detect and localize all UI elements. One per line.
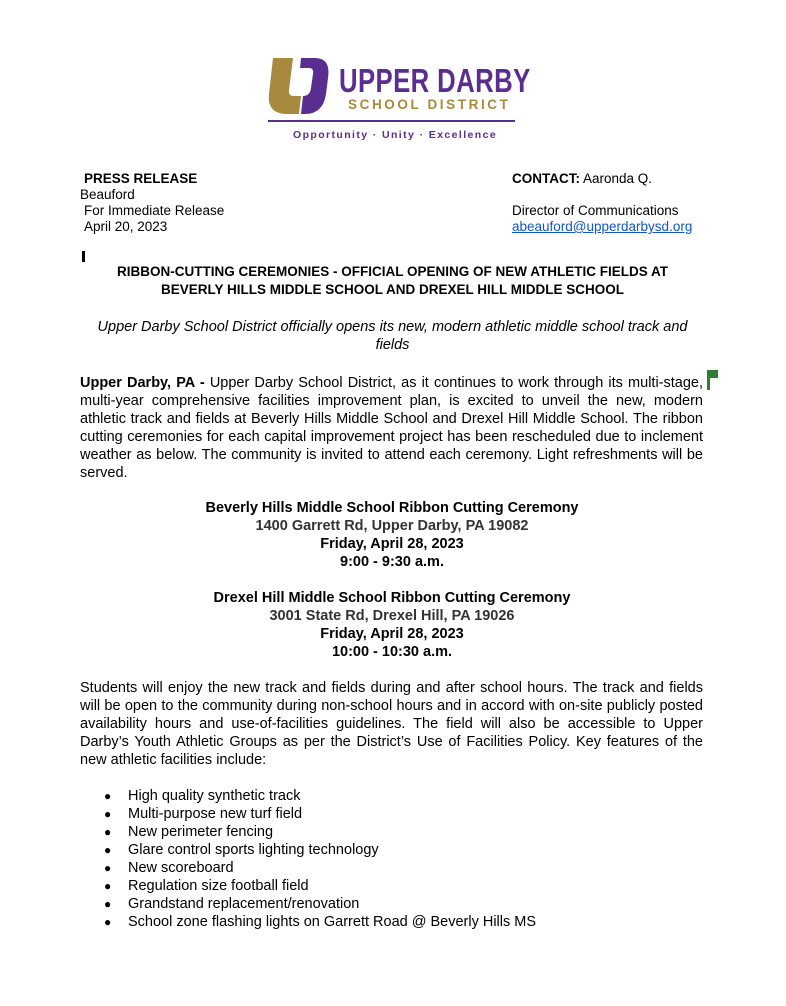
- list-item: ● High quality synthetic track: [104, 788, 301, 804]
- list-item: ● Grandstand replacement/renovation: [104, 896, 360, 912]
- contact-name: Aaronda Q.: [580, 171, 653, 186]
- bullet-icon: ●: [104, 915, 112, 929]
- list-item: ● New scoreboard: [104, 860, 234, 876]
- event-time: 9:00 - 9:30 a.m.: [340, 554, 444, 570]
- bullet-icon: ●: [104, 861, 112, 875]
- event-date: Friday, April 28, 2023: [320, 536, 464, 552]
- subheadline-line-1: Upper Darby School District officially opens its new, modern athletic middle school track and: [97, 319, 688, 335]
- logo-subtitle: SCHOOL DISTRICT: [348, 97, 511, 112]
- bullet-icon: ●: [104, 879, 112, 893]
- bullet-icon: ●: [104, 789, 112, 803]
- comment-flag-icon[interactable]: [706, 369, 720, 391]
- logo-district-name: UPPER DARBY: [339, 62, 531, 99]
- contact-line: [512, 171, 652, 187]
- event-time: 10:00 - 10:30 a.m.: [331, 644, 453, 660]
- list-item: ● School zone flashing lights on Garrett Road @ Beverly Hills MS: [104, 914, 537, 930]
- bullet-icon: ●: [104, 843, 112, 857]
- headline-line-1: RIBBON-CUTTING CEREMONIES - OFFICIAL OPENING OF NEW ATHLETIC FIELDS AT: [117, 264, 668, 279]
- release-date: April 20, 2023: [84, 219, 168, 234]
- contact-label: CONTACT:: [512, 171, 580, 186]
- event-name: Beverly Hills Middle School Ribbon Cutting Ceremony: [205, 500, 579, 516]
- bullet-icon: ●: [104, 825, 112, 839]
- logo-divider: [268, 120, 515, 122]
- release-type: For Immediate Release: [84, 203, 225, 218]
- list-item: ● New perimeter fencing: [104, 824, 274, 840]
- headline-line-2: BEVERLY HILLS MIDDLE SCHOOL AND DREXEL HILL MIDDLE SCHOOL: [160, 282, 625, 297]
- logo-d-shape: [300, 58, 328, 114]
- intro-paragraph: [80, 374, 703, 482]
- event-beverly-hills: [80, 499, 704, 571]
- features-list: [80, 787, 700, 931]
- press-release-label: PRESS RELEASE: [84, 171, 198, 186]
- event-drexel-hill: [80, 589, 704, 661]
- event-address: 3001 State Rd, Drexel Hill, PA 19026: [269, 608, 515, 624]
- list-item: ● Regulation size football field: [104, 878, 309, 894]
- text-cursor: [82, 251, 85, 262]
- contact-surname: Beauford: [80, 187, 135, 202]
- event-name: Drexel Hill Middle School Ribbon Cutting Ceremony: [213, 590, 571, 606]
- bullet-icon: ●: [104, 897, 112, 911]
- intro-body: Upper Darby School District, as it continues to work through its multi-stage, multi-year comprehensive facilities improvement plan, is excited to unveil the new, modern athletic track and fields at Beverly Hills Middle School and Drexel Hill Middle School. The ribbon cutting ceremonies for each capital improvement project has been rescheduled due to inclement weather as below. The community is invited to attend each ceremony. Light refreshments will be served.: [80, 375, 703, 481]
- bullet-icon: ●: [104, 807, 112, 821]
- list-item: ● Multi-purpose new turf field: [104, 806, 303, 822]
- dateline: Upper Darby, PA -: [80, 375, 210, 391]
- contact-title: Director of Communications: [512, 203, 679, 218]
- event-address: 1400 Garrett Rd, Upper Darby, PA 19082: [255, 518, 529, 534]
- subheadline-line-2: fields: [375, 337, 410, 353]
- event-date: Friday, April 28, 2023: [320, 626, 464, 642]
- features-intro-paragraph: Students will enjoy the new track and fields during and after school hours. The track and fields will be open to the community during non-school hours and in accord with on-site publicly posted availability hours and use-of-facilities guidelines. The field will also be accessible to Upper Darby’s Youth Athletic Groups as per the District’s Use of Facilities Policy. Key features of the new athletic facilities include:: [80, 680, 703, 768]
- logo-u-shape: [269, 58, 301, 114]
- contact-email-link[interactable]: abeauford@upperdarbysd.org: [512, 219, 693, 234]
- list-item: ● Glare control sports lighting technology: [104, 842, 379, 858]
- logo-tagline: Opportunity · Unity · Excellence: [293, 129, 498, 141]
